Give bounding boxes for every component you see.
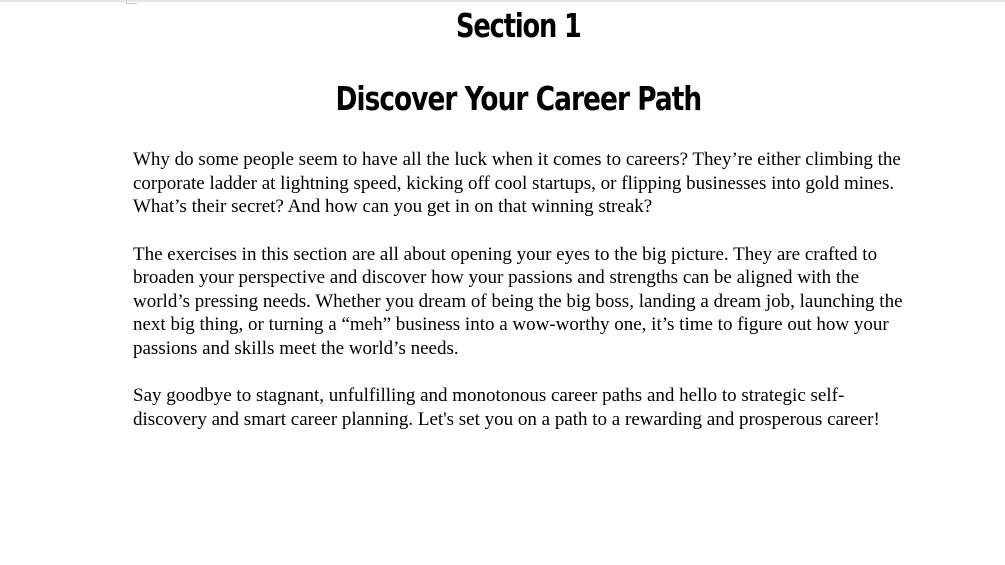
page-top-edge — [0, 0, 1005, 2]
page-title: Discover Your Career Path — [335, 79, 702, 118]
page-corner-mark — [126, 0, 137, 4]
paragraph-closing: Say goodbye to stagnant, unfulfilling and monotonous career paths and hello to strategic self-discovery and smart career planning. Let's set you on a path to a rewarding and prosperous career! — [133, 385, 880, 430]
paragraph-intro: Why do some people seem to have all the luck when it comes to careers? They’re either climbing the corporate ladder at lightning speed, kicking off cool startups, or flipping businesses into gold mines. What’s their secret? And how can you get in on that winning streak? — [133, 149, 901, 217]
paragraph-exercises: The exercises in this section are all about opening your eyes to the big picture. They are crafted to broaden your perspective and discover how your passions and strengths can be aligned with the world’s pressing needs. Whether you dream of being the big boss, landing a dream job, launching the next big thing, or turning a “meh” business into a wow-worthy one, it’s time to figure out how your passions and skills meet the world’s needs. — [133, 243, 903, 359]
body-text — [133, 148, 913, 455]
section-label: Section 1 — [456, 6, 581, 45]
